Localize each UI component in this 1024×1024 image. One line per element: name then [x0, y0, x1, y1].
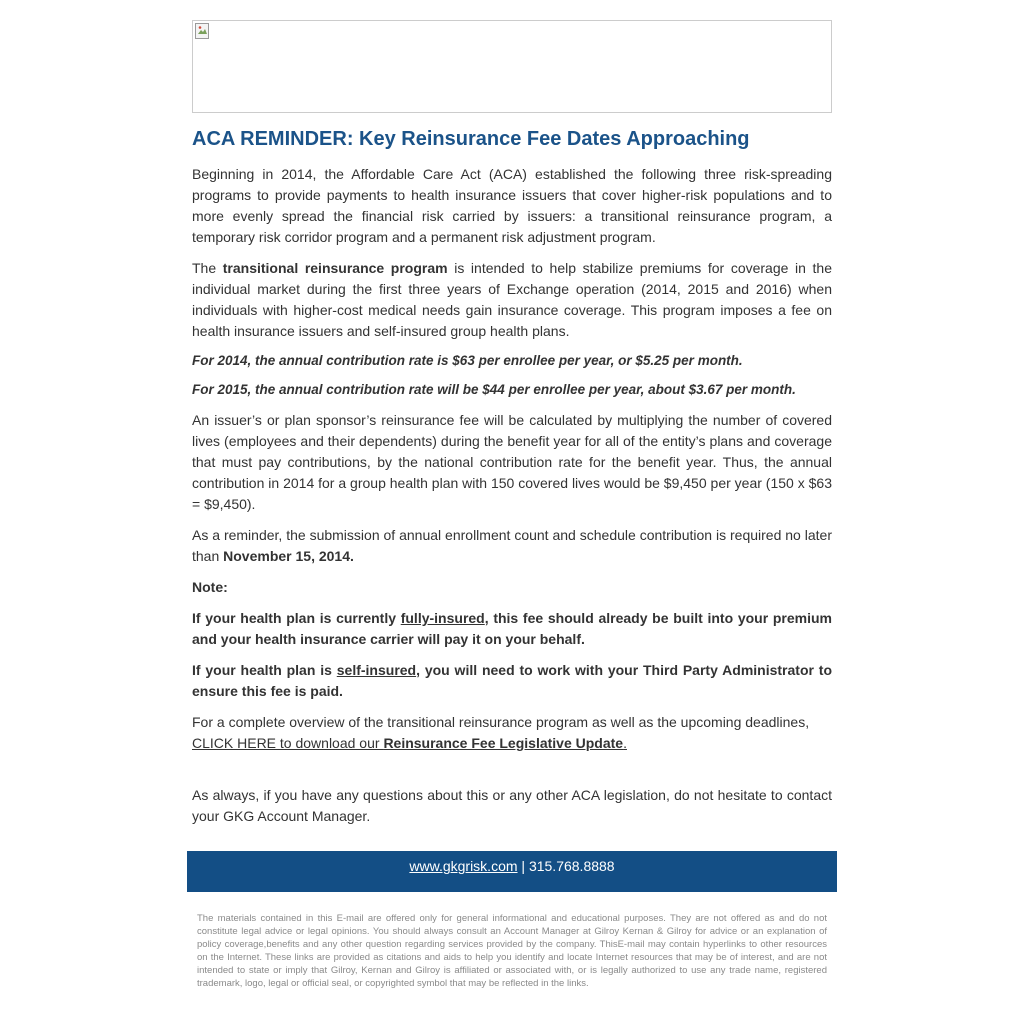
calculation-paragraph: An issuer’s or plan sponsor’s reinsurance fee will be calculated by multiplying the number of covered lives (employees and their dependents) during the benefit year for all of the entity’s plans and coverage that must pay contributions, by the national contribution rate for the benefit year. Thus, the annual contribution in 2014 for a group health plan with 150 covered lives would be $9,450 per year (150 x $63 = $9,450). [192, 412, 832, 512]
intro-paragraph: Beginning in 2014, the Affordable Care Act (ACA) established the following three risk-spreading programs to provide payments to health insurance issuers that cover higher-risk populations and to more evenly spread the financial risk carried by issuers: a transitional reinsurance program, a temporary risk corridor program and a permanent risk adjustment program. [192, 166, 832, 245]
fully-insured-rest: , this fee should already be built into your premium and your health insurance carrier will pay it on your behalf. [192, 610, 833, 647]
email-content [192, 20, 832, 827]
self-insured-link[interactable]: self-insured [336, 662, 417, 678]
fully-insured-link[interactable]: fully-insured [400, 610, 485, 626]
program-name: transitional reinsurance program [222, 260, 448, 276]
phone-number: 315.768.8888 [528, 858, 615, 874]
download-link[interactable] [192, 735, 627, 751]
reminder-date: November 15, 2014. [223, 548, 354, 564]
self-insured-prefix: If your health plan is [192, 662, 337, 678]
spacer [192, 754, 832, 785]
footer-contact-bar [187, 851, 837, 892]
broken-image-icon [195, 23, 209, 39]
program-description: is intended to help stabilize premiums for coverage in the individual market during the first three years of Exchange operation (2014, 2015 and 2016) when individuals with higher-cost medical needs gain insurance coverage. This program imposes a fee on health insurance issuers and self-insured group health plans. [192, 260, 832, 339]
rate-2015: For 2015, the annual contribution rate will be $44 per enrollee per year, about $3.67 per month. [192, 382, 796, 397]
click-here-text: CLICK HERE to download our [192, 735, 384, 751]
program-paragraph [192, 258, 832, 342]
page-title: ACA REMINDER: Key Reinsurance Fee Dates Approaching [192, 128, 750, 150]
website-link[interactable]: www.gkgrisk.com [409, 858, 518, 874]
closing-paragraph: As always, if you have any questions about this or any other ACA legislation, do not hesitate to contact your GKG Account Manager. [192, 787, 832, 824]
header-banner-image [192, 20, 832, 113]
fully-insured-note [192, 608, 832, 650]
self-insured-note [192, 660, 832, 702]
footer-separator: | [517, 858, 529, 874]
legislative-update-title: Reinsurance Fee Legislative Update [383, 735, 624, 751]
overview-paragraph [192, 712, 832, 754]
reminder-text: As a reminder, the submission of annual enrollment count and schedule contribution is required no later than [192, 527, 832, 564]
note-label: Note: [192, 579, 228, 595]
overview-text: For a complete overview of the transitional reinsurance program as well as the upcoming deadlines, [192, 714, 810, 730]
reminder-paragraph [192, 525, 832, 567]
self-insured-rest: , you will need to work with your Third Party Administrator to ensure this fee is paid. [192, 662, 833, 699]
fully-insured-prefix: If your health plan is currently [192, 610, 401, 626]
legal-disclaimer: The materials contained in this E-mail are offered only for general informational and educational purposes. They are not offered as and do not constitute legal advice or legal opinions. You should always consult an Account Manager at Gilroy Kernan & Gilroy for advice or an explanation of policy coverage,benefits and any other question regarding services provided by the company. ThisE-mail may contain hyperlinks to other resources on the Internet. These links are provided as citations and aids to help you identify and locate Internet resources that may be of interest, and are not intended to state or imply that Gilroy, Kernan and Gilroy is affiliated or associated with, or is legally authorized to use any trade name, registered trademark, logo, legal or official seal, or copyrighted symbol that may be reflected in the links. [197, 913, 827, 989]
program-prefix: The [192, 260, 223, 276]
rate-2014: For 2014, the annual contribution rate is $63 per enrollee per year, or $5.25 per month. [192, 353, 743, 368]
click-here-end: . [623, 735, 627, 751]
